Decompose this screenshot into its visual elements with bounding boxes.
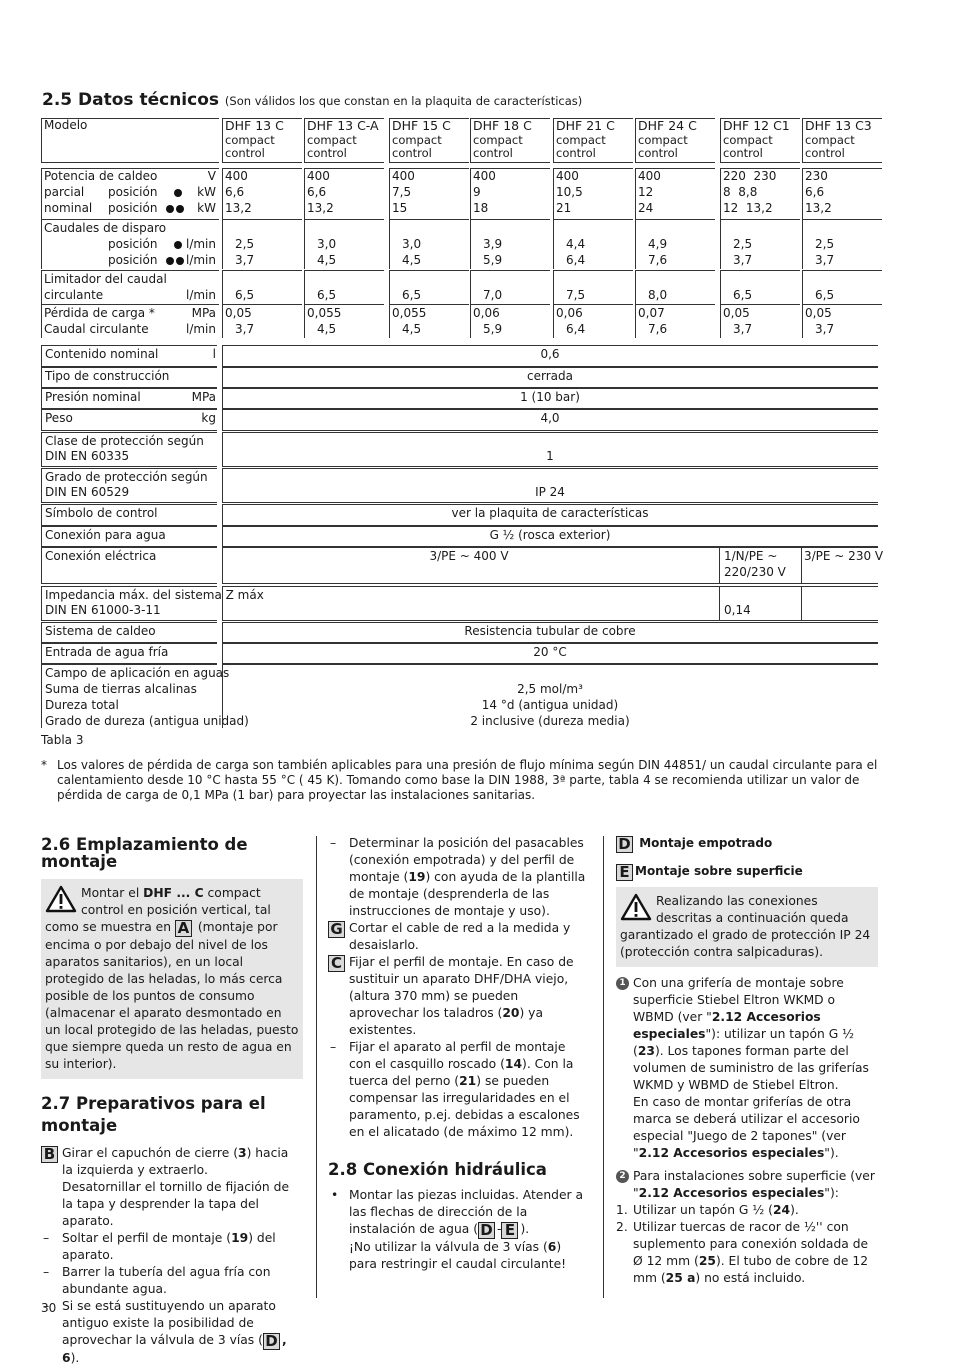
model-sub-1: compact [473, 133, 523, 147]
pressure-loss-unit: MPa [191, 306, 216, 320]
circulating-flow-value: 3,7 [235, 322, 255, 336]
flow-value: 3,0 [402, 237, 422, 251]
model-name: DHF 18 C [473, 118, 532, 133]
power-unit-v: V [207, 169, 216, 183]
flow-value: 3,7 [733, 253, 753, 267]
model-sub-2: control [225, 146, 265, 160]
row-value: Resistencia tubular de cobre [464, 624, 636, 638]
section-2-7-title: 2.7 Preparativos para el montaje [41, 1094, 266, 1135]
footnote-line-2: calentamiento desde 10 °C hasta 55 °C ( 45 K). Tomando como base la DIN 1988, 3ª parte, tabla 4 se recomienda utilizar un valor de [57, 773, 860, 787]
limiter-value: 6,5 [815, 288, 835, 302]
flow-value: 3,0 [317, 237, 337, 251]
power-nominal-pos: posición [108, 201, 158, 215]
power-value: 400 [473, 169, 496, 183]
power-value: 12 13,2 [723, 201, 773, 215]
left-column [41, 836, 303, 1367]
power-value: 400 [307, 169, 330, 183]
limiter-value: 7,5 [566, 288, 586, 302]
circulating-flow-value: 4,5 [317, 322, 337, 336]
section-2-8-title: 2.8 Conexión hidráulica [328, 1160, 547, 1179]
pressure-loss-value: 0,055 [392, 306, 427, 320]
model-sub-1: compact [805, 133, 855, 147]
row-label-2: Suma de tierras alcalinas [45, 682, 197, 696]
model-sub-1: compact [556, 133, 606, 147]
row-label: Sistema de caldeo [45, 624, 156, 638]
row-label-2: DIN EN 60335 [45, 449, 130, 463]
pressure-loss-value: 0,06 [473, 306, 500, 320]
circulating-flow-value: 3,7 [815, 322, 835, 336]
model-label: Modelo [44, 118, 88, 132]
figure-b-badge: B [41, 1146, 58, 1163]
power-value: 15 [392, 201, 408, 215]
flow-unit-1: l/min [185, 237, 216, 251]
power-value: 220 230 [723, 169, 777, 183]
step-g: G Cortar el cable de red a la medida y desaislarlo. [328, 920, 590, 954]
power-value: 13,2 [805, 201, 832, 215]
label-e: E Montaje sobre superficie [616, 863, 878, 881]
power-value: 230 [805, 169, 828, 183]
power-unit-kw: kW [197, 185, 216, 199]
row-value-3: 14 °d (antigua unidad) [481, 698, 619, 712]
limiter-value: 7,0 [483, 288, 503, 302]
warning-icon [620, 893, 652, 921]
limiter-value: 8,0 [648, 288, 668, 302]
power-value: 400 [638, 169, 661, 183]
figure-e-badge: E [501, 1222, 518, 1239]
row-value-4: 2 inclusive (dureza media) [470, 714, 630, 728]
power-partial-pos: posición [108, 185, 158, 199]
row-label: Contenido nominal [45, 347, 159, 361]
power-value: 21 [556, 201, 572, 215]
model-sub-2: control [556, 146, 596, 160]
row-value-2a: 1/N/PE ~ [724, 549, 778, 563]
figure-a-badge: A [175, 920, 192, 937]
page-number: 30 [41, 1301, 57, 1315]
section-title: 2.5 Datos técnicos (Son válidos los que constan en la plaquita de características) [42, 90, 583, 110]
model-sub-2: control [723, 146, 763, 160]
power-value: 24 [638, 201, 654, 215]
flow-label: Caudales de disparo [44, 221, 167, 235]
model-sub-2: control [307, 146, 347, 160]
flow-value: 4,4 [566, 237, 586, 251]
model-name: DHF 13 C [225, 118, 284, 133]
row-label: Conexión para agua [45, 528, 166, 542]
circulating-flow-label: Caudal circulante [44, 322, 149, 336]
list-item-1: 1. Utilizar un tapón G ½ (24). [616, 1203, 799, 1217]
label-d: D Montaje empotrado [616, 835, 878, 853]
footnote-mark: * [41, 758, 47, 772]
power-label: Potencia de caldeo [44, 169, 158, 183]
row-value-2b: 220/230 V [724, 565, 786, 579]
step-fix-device: – Fijar el aparato al perfil de montaje con el casquillo roscado (14). Con la tuerca del perno (21) se pueden compensar las irregularidades en el paramento, p.ej. debidas a escalones en el alicatado (de máximo 12 mm). [328, 1039, 590, 1141]
list-item-2: 2. Utilizar tuercas de racor de ½'' con suplemento para conexión soldada de Ø 12 mm (25). El tubo de cobre de 12 mm (25 a) no está incluido. [616, 1220, 869, 1285]
model-sub-2: control [805, 146, 845, 160]
flow-value: 2,5 [815, 237, 835, 251]
power-value: 400 [392, 169, 415, 183]
model-name: DHF 15 C [392, 118, 451, 133]
flow-value: 7,6 [648, 253, 668, 267]
row-value: 1 (10 bar) [520, 390, 580, 404]
circulating-flow-value: 3,7 [733, 322, 753, 336]
warning-box-ip24: Realizando las conexiones descritas a continuación queda garantizado el grado de protección IP 24 (protección contra salpicaduras). [616, 887, 878, 967]
step-2-icon: 2 [616, 1170, 629, 1183]
row-label: Símbolo de control [45, 506, 158, 520]
power-value: 6,6 [307, 185, 327, 199]
power-value: 9 [473, 185, 481, 199]
row-value-3: 3/PE ~ 230 V [804, 549, 884, 563]
section-subtitle: (Son válidos los que constan en la plaquita de características) [224, 94, 583, 108]
power-value: 8 8,8 [723, 185, 758, 199]
row-label: Tipo de construcción [45, 369, 170, 383]
circulating-flow-value: 4,5 [402, 322, 422, 336]
power-value: 400 [225, 169, 248, 183]
step-1-icon: 1 [616, 977, 629, 990]
flow-value: 3,7 [815, 253, 835, 267]
footnote-line-1: Los valores de pérdida de carga son también aplicables para una presión de flujo mínima según DIN 44851/ un caudal circulante para el [57, 758, 878, 772]
warning-box-mounting: Montar el DHF ... C compact control en posición vertical, tal como se muestra en A (montaje por encima o por debajo del nivel de los aparatos sanitarios), en un local protegido de las heladas, lo más cerca posible de los puntos de consumo (almacenar el aparato desmontado en un local protegido de las heladas, puesto que siempre queda un resto de agua en su interior). [41, 879, 303, 1079]
model-name: DHF 24 C [638, 118, 697, 133]
row-value: 0,14 [724, 603, 751, 617]
model-sub-2: control [392, 146, 432, 160]
step-c: C Fijar el perfil de montaje. En caso de sustituir un aparato DHF/DHA viejo, (altura 370 mm) se pueden aprovechar los taladros (20) ya existentes. [328, 954, 590, 1039]
model-name: DHF 13 C3 [805, 118, 872, 133]
figure-e-badge: E [616, 864, 633, 881]
flow-value: 4,5 [402, 253, 422, 267]
row-label-1: Campo de aplicación en aguas [45, 666, 230, 680]
flow-value: 6,4 [566, 253, 586, 267]
power-value: 13,2 [225, 201, 252, 215]
row-value-2: 2,5 mol/m³ [517, 682, 583, 696]
figure-c-badge: C [328, 955, 345, 972]
figure-d-badge: D [478, 1222, 495, 1239]
row-label: Conexión eléctrica [45, 549, 157, 563]
row-value: 1 [546, 449, 554, 463]
step-1-surface-fitting: 1 Con una grifería de montaje sobre superficie Stiebel Eltron WKMD o WBMD (ver "2.12 Accesorios especiales"): utilizar un tapón G ½ (23). Los tapones forman parte del volumen de suministro de las griferías WKMD y WBMD de Stiebel Eltron. En caso de montar griferías de otra marca se deberá utilizar el accesorio especial "Juego de 2 tapones" (ver "2.12 Accesorios especiales"). [616, 975, 878, 1162]
row-unit: MPa [191, 390, 216, 404]
table-caption: Tabla 3 [41, 733, 84, 747]
pressure-loss-value: 0,06 [556, 306, 583, 320]
limiter-unit: l/min [185, 288, 216, 302]
limiter-value: 6,5 [317, 288, 337, 302]
flow-value: 3,9 [483, 237, 503, 251]
row-value: cerrada [527, 369, 573, 383]
circulating-flow-value: 6,4 [566, 322, 586, 336]
figure-g-badge: G [328, 921, 345, 938]
warning-icon [45, 885, 77, 913]
row-unit: kg [201, 411, 216, 425]
step-reuse-valve: – Si se está sustituyendo un aparato antiguo existe la posibilidad de aprovechar la válvula de 3 vías ( D , 6). [41, 1298, 303, 1367]
flow-value: 5,9 [483, 253, 503, 267]
flow-pos-1: posición [108, 237, 158, 251]
pressure-loss-value: 0,05 [225, 306, 252, 320]
flow-unit-2: l/min [185, 253, 216, 267]
power-value: 12 [638, 185, 654, 199]
row-unit: l [212, 347, 216, 361]
power-nominal-label: nominal [44, 201, 93, 215]
flow-pos-2: posición [108, 253, 158, 267]
row-value: 20 °C [533, 645, 567, 659]
pressure-loss-value: 0,07 [638, 306, 665, 320]
figure-d-badge: D [616, 836, 633, 853]
power-value: 13,2 [307, 201, 334, 215]
step-install-parts: • Montar las piezas incluidas. Atender a las flechas de dirección de la instalación de agua ( D - E ). ¡No utilizar la válvula de 3 vías (6) para restringir el caudal circulante! [328, 1187, 590, 1273]
step-b: B Girar el capuchón de cierre (3) hacia la izquierda y extraerlo. Desatornillar el tornillo de fijación de la tapa y desprender la tapa del aparato. [41, 1145, 303, 1230]
power-value: 6,6 [225, 185, 245, 199]
footnote-line-3: pérdida de carga de 0,1 MPa (1 bar) para proyectar las instalaciones sanitarias. [57, 788, 536, 802]
pressure-loss-value: 0,05 [723, 306, 750, 320]
circulating-flow-value: 7,6 [648, 322, 668, 336]
limiter-value: 6,5 [733, 288, 753, 302]
row-label-3: Dureza total [45, 698, 119, 712]
model-sub-1: compact [392, 133, 442, 147]
model-sub-1: compact [307, 133, 357, 147]
model-name: DHF 12 C1 [723, 118, 790, 133]
row-label-2: DIN EN 61000-3-11 [45, 603, 161, 617]
row-value: IP 24 [535, 485, 565, 499]
model-sub-1: compact [723, 133, 773, 147]
step-remove-profile: – Soltar el perfil de montaje (19) del aparato. [41, 1230, 303, 1264]
power-unit-kw-2: kW [197, 201, 216, 215]
row-label-4: Grado de dureza (antigua unidad) [45, 714, 249, 728]
limiter-label-2: circulante [44, 288, 104, 302]
pressure-loss-label: Pérdida de carga * [44, 306, 155, 320]
row-value: 0,6 [540, 347, 560, 361]
row-label-1: Clase de protección según [45, 434, 204, 448]
limiter-value: 6,5 [402, 288, 422, 302]
limiter-value: 6,5 [235, 288, 255, 302]
flow-value: 4,9 [648, 237, 668, 251]
flow-value: 2,5 [235, 237, 255, 251]
pressure-loss-value: 0,05 [805, 306, 832, 320]
model-sub-2: control [473, 146, 513, 160]
limiter-label: Limitador del caudal [44, 272, 167, 286]
model-name: DHF 21 C [556, 118, 615, 133]
section-2-6-title: 2.6 Emplazamiento de montaje [41, 835, 248, 871]
power-value: 400 [556, 169, 579, 183]
figure-d-badge: D [263, 1333, 280, 1350]
row-label: Presión nominal [45, 390, 141, 404]
right-column [616, 835, 878, 1287]
power-value: 7,5 [392, 185, 412, 199]
middle-column [328, 835, 590, 1273]
row-value: 3/PE ~ 400 V [429, 549, 509, 563]
circulating-flow-value: 5,9 [483, 322, 503, 336]
power-value: 18 [473, 201, 489, 215]
step-position-cable: – Determinar la posición del pasacables (conexión empotrada) y del perfil de montaje (19) con ayuda de la plantilla de montaje (desprenderla de las instrucciones de montaje y uso). [328, 835, 590, 920]
power-value: 6,6 [805, 185, 825, 199]
power-partial-label: parcial [44, 185, 85, 199]
row-value: 4,0 [540, 411, 560, 425]
step-flush-pipe: – Barrer la tubería del agua fría con abundante agua. [41, 1264, 303, 1298]
flow-value: 4,5 [317, 253, 337, 267]
row-label-2: DIN EN 60529 [45, 485, 130, 499]
row-label-1: Grado de protección según [45, 470, 208, 484]
row-label: Entrada de agua fría [45, 645, 169, 659]
row-label: Peso [45, 411, 73, 425]
model-sub-2: control [638, 146, 678, 160]
model-sub-1: compact [225, 133, 275, 147]
model-sub-1: compact [638, 133, 688, 147]
model-name: DHF 13 C-A [307, 118, 379, 133]
row-label-1: Impedancia máx. del sistema Z máx [45, 588, 264, 602]
pressure-loss-value: 0,055 [307, 306, 342, 320]
row-value: G ½ (rosca exterior) [489, 528, 611, 542]
flow-value: 3,7 [235, 253, 255, 267]
power-value: 10,5 [556, 185, 583, 199]
flow-value: 2,5 [733, 237, 753, 251]
row-value: ver la plaquita de características [451, 506, 649, 520]
step-2-surface-install: 2 Para instalaciones sobre superficie (ver "2.12 Accesorios especiales"): [616, 1168, 878, 1202]
circulating-flow-unit: l/min [185, 322, 216, 336]
